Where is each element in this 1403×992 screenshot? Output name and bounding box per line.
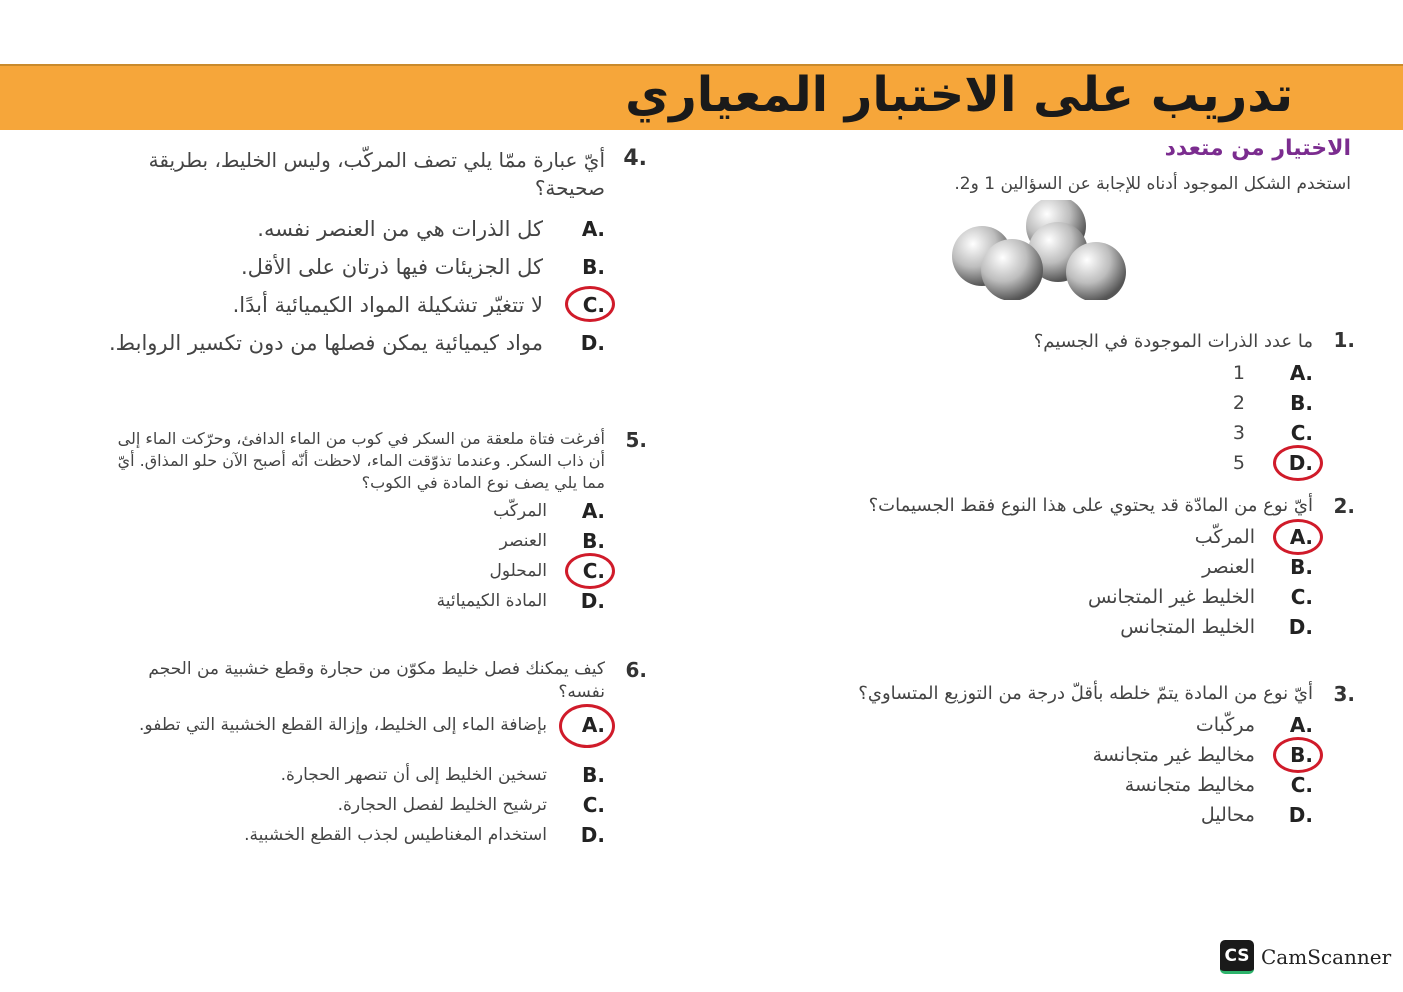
option-d[interactable]: .D 5 — [795, 448, 1313, 478]
question-6 — [87, 658, 647, 850]
question-text: أيّ نوع من المادّة قد يحتوي على هذا النوع فقط الجسيمات؟ — [868, 495, 1313, 516]
answer-circle — [1273, 737, 1323, 773]
option-b[interactable]: .B العنصر — [499, 529, 605, 553]
header-banner — [0, 64, 1403, 130]
atom-sphere — [981, 239, 1043, 300]
option-a[interactable]: .A مركّبات — [1195, 713, 1313, 737]
question-text: أيّ نوع من المادة يتمّ خلطه بأقلّ درجة من التوزيع المتساوي؟ — [858, 683, 1313, 704]
answer-circle — [1273, 519, 1323, 555]
answer-circle — [559, 704, 615, 748]
answer-circle — [565, 286, 615, 322]
question-3 — [755, 682, 1355, 830]
option-a[interactable]: .A المركّب — [493, 499, 605, 523]
option-d[interactable]: .D المادة الكيميائية — [436, 589, 605, 613]
option-c[interactable]: .C الخليط غير المتجانس — [1088, 585, 1313, 609]
question-5 — [87, 428, 647, 616]
question-1 — [795, 328, 1355, 478]
section-title: الاختيار من متعدد — [1164, 136, 1351, 161]
option-a[interactable]: .A المركّب — [775, 522, 1313, 552]
question-text: أفرغت فتاة ملعقة من السكر في كوب من الماء الدافئ، وحرّكت الماء إلى أن ذاب السكر. وعندما تذوّقت الماء، لاحظت أنّه أصبح الآن حلو المذاق. أيّ مما يلي يصف نوع المادة في الكوب؟ — [117, 429, 605, 492]
question-2 — [775, 494, 1355, 642]
answer-circle — [565, 553, 615, 589]
question-text: كيف يمكنك فصل خليط مكوّن من حجارة وقطع خشبية من الحجم نفسه؟ — [148, 659, 605, 702]
question-number: .2 — [1333, 494, 1355, 518]
question-number: .5 — [625, 428, 647, 452]
camscanner-icon: CS — [1220, 940, 1254, 974]
atom-sphere — [1066, 242, 1126, 300]
page-title: تدريب على الاختبار المعياري — [625, 67, 1293, 123]
option-a[interactable]: .A كل الذرات هي من العنصر نفسه. — [257, 217, 605, 241]
molecule-figure — [946, 200, 1136, 300]
option-c[interactable]: .C ترشيح الخليط لفصل الحجارة. — [337, 793, 605, 817]
question-number: .6 — [625, 658, 647, 682]
option-a[interactable]: .A بإضافة الماء إلى الخليط، وإزالة القطع الخشبية التي تطفو. — [87, 710, 605, 760]
option-b[interactable]: .B تسخين الخليط إلى أن تنصهر الحجارة. — [280, 763, 605, 787]
option-d[interactable]: .D محاليل — [1200, 803, 1313, 827]
option-c[interactable]: .C مخاليط متجانسة — [1124, 773, 1313, 797]
option-d[interactable]: .D مواد كيميائية يمكن فصلها من دون تكسير الروابط. — [108, 331, 605, 355]
option-b[interactable]: .B العنصر — [1202, 555, 1313, 579]
option-c[interactable]: .C لا تتغيّر تشكيلة المواد الكيميائية أبدًا. — [87, 290, 605, 328]
option-d[interactable]: .D الخليط المتجانس — [1120, 615, 1313, 639]
option-a[interactable]: .A 1 — [1232, 361, 1313, 385]
camscanner-label: CamScanner — [1261, 945, 1392, 969]
camscanner-watermark — [1220, 940, 1391, 974]
question-number: .3 — [1333, 682, 1355, 706]
section-instruction: استخدم الشكل الموجود أدناه للإجابة عن السؤالين 1 و2. — [954, 174, 1351, 194]
answer-circle — [1273, 445, 1323, 481]
option-b[interactable]: .B 2 — [1232, 391, 1313, 415]
question-text: أيّ عبارة ممّا يلي تصف المركّب، وليس الخليط، بطريقة صحيحة؟ — [148, 148, 605, 200]
question-text: ما عدد الذرات الموجودة في الجسيم؟ — [1033, 331, 1313, 352]
option-c[interactable]: .C المحلول — [87, 556, 605, 586]
question-number: .1 — [1333, 328, 1355, 352]
question-number: .4 — [623, 146, 647, 171]
option-d[interactable]: .D استخدام المغناطيس لجذب القطع الخشبية. — [244, 823, 605, 847]
question-4 — [87, 146, 647, 390]
option-b[interactable]: .B كل الجزيئات فيها ذرتان على الأقل. — [240, 255, 605, 279]
option-b[interactable]: .B مخاليط غير متجانسة — [755, 740, 1313, 770]
option-c[interactable]: .C 3 — [1232, 421, 1313, 445]
